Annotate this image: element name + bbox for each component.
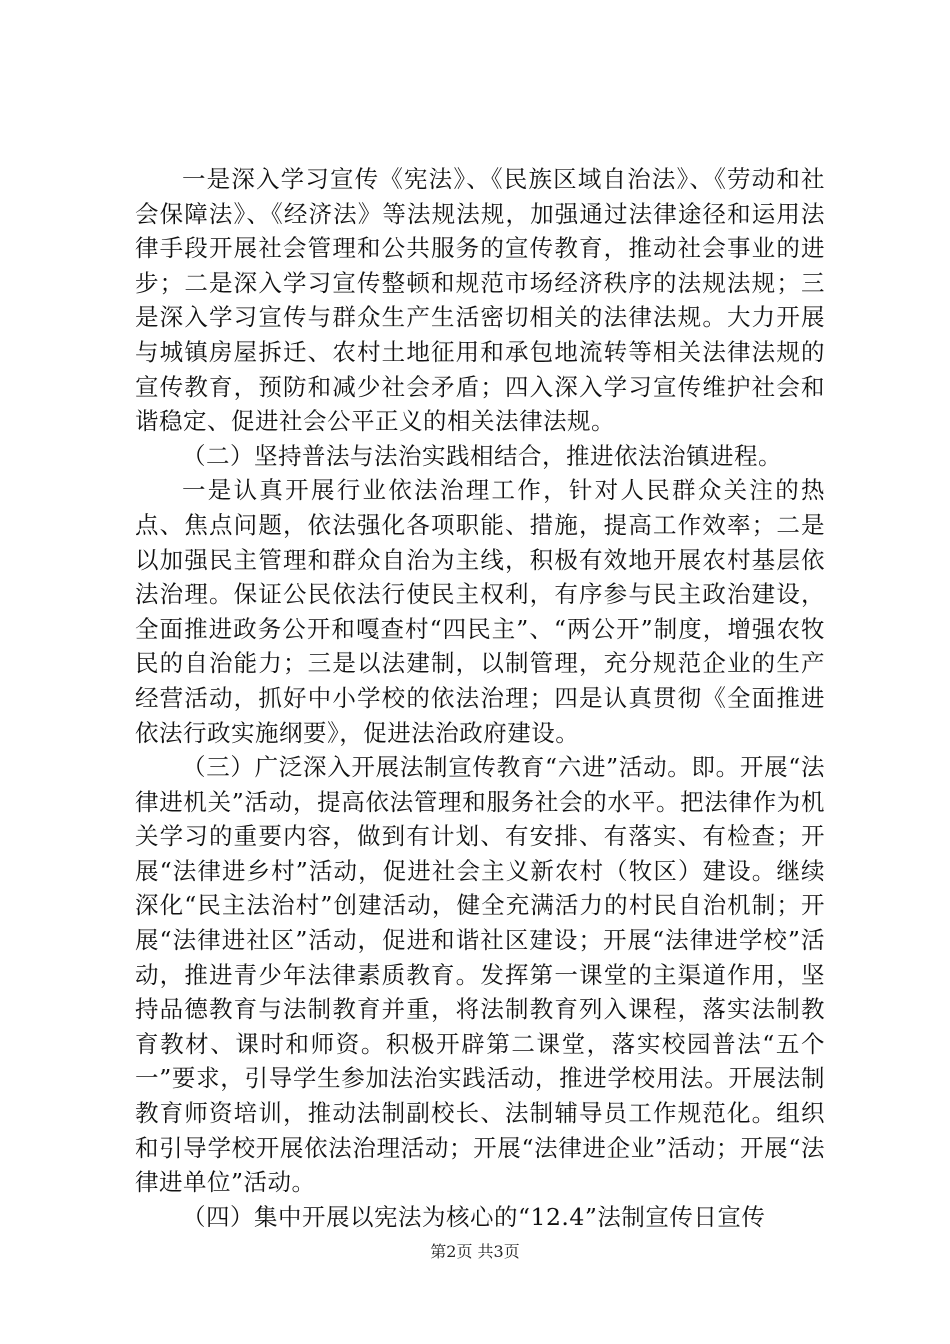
section-heading-2: （二）坚持普法与法治实践相结合，推进依法治镇进程。 — [182, 441, 782, 470]
paragraph-governance: 一是认真开展行业依法治理工作，针对人民群众关注的热点、焦点问题，依法强化各项职能、措施，提高工作效率；二是以加强民主管理和群众自治为主线，积极有效地开展农村基层依法治理。保证公民依法行使民主权利，有序参与民主政治建设，全面推进政务公开和嘎查村“四民主”、“两公开”制度，增强农牧民的自治能力；三是以法建制，以制管理，充分规范企业的生产经营活动，抓好中小学校的依法治理；四是认真贯彻《全面推进依法行政实施纲要》，促进法治政府建设。 — [135, 476, 825, 747]
document-body — [135, 162, 825, 1234]
section-heading-4: （四）集中开展以宪法为核心的“12.4”法制宣传日宣传 — [182, 1202, 766, 1231]
page-number-footer: 第2页 共3页 — [430, 1242, 520, 1261]
paragraph-legal-study: 一是深入学习宣传《宪法》、《民族区域自治法》、《劳动和社会保障法》、《经济法》等法规法规，加强通过法律途径和运用法律手段开展社会管理和公共服务的宣传教育，推动社会事业的进步；二是深入学习宣传整顿和规范市场经济秩序的法规法规；三是深入学习宣传与群众生产生活密切相关的法律法规。大力开展与城镇房屋拆迁、农村土地征用和承包地流转等相关法律法规的宣传教育，预防和减少社会矛盾；四入深入学习宣传维护社会和谐稳定、促进社会公平正义的相关法律法规。 — [135, 165, 825, 436]
section-heading-3-paragraph: （三）广泛深入开展法制宣传教育“六进”活动。即。开展“法律进机关”活动，提高依法管理和服务社会的水平。把法律作为机关学习的重要内容，做到有计划、有安排、有落实、有检查；开展“法律进乡村”活动，促进社会主义新农村（牧区）建设。继续深化“民主法治村”创建活动，健全充满活力的村民自治机制；开展“法律进社区”活动，促进和谐社区建设；开展“法律进学校”活动，推进青少年法律素质教育。发挥第一课堂的主渠道作用，坚持品德教育与法制教育并重，将法制教育列入课程，落实法制教育教材、课时和师资。积极开辟第二课堂，落实校园普法“五个一”要求，引导学生参加法治实践活动，推进学校用法。开展法制教育师资培训，推动法制副校长、法制辅导员工作规范化。组织和引导学校开展依法治理活动；开展“法律进企业”活动；开展“法律进单位”活动。 — [135, 753, 825, 1197]
